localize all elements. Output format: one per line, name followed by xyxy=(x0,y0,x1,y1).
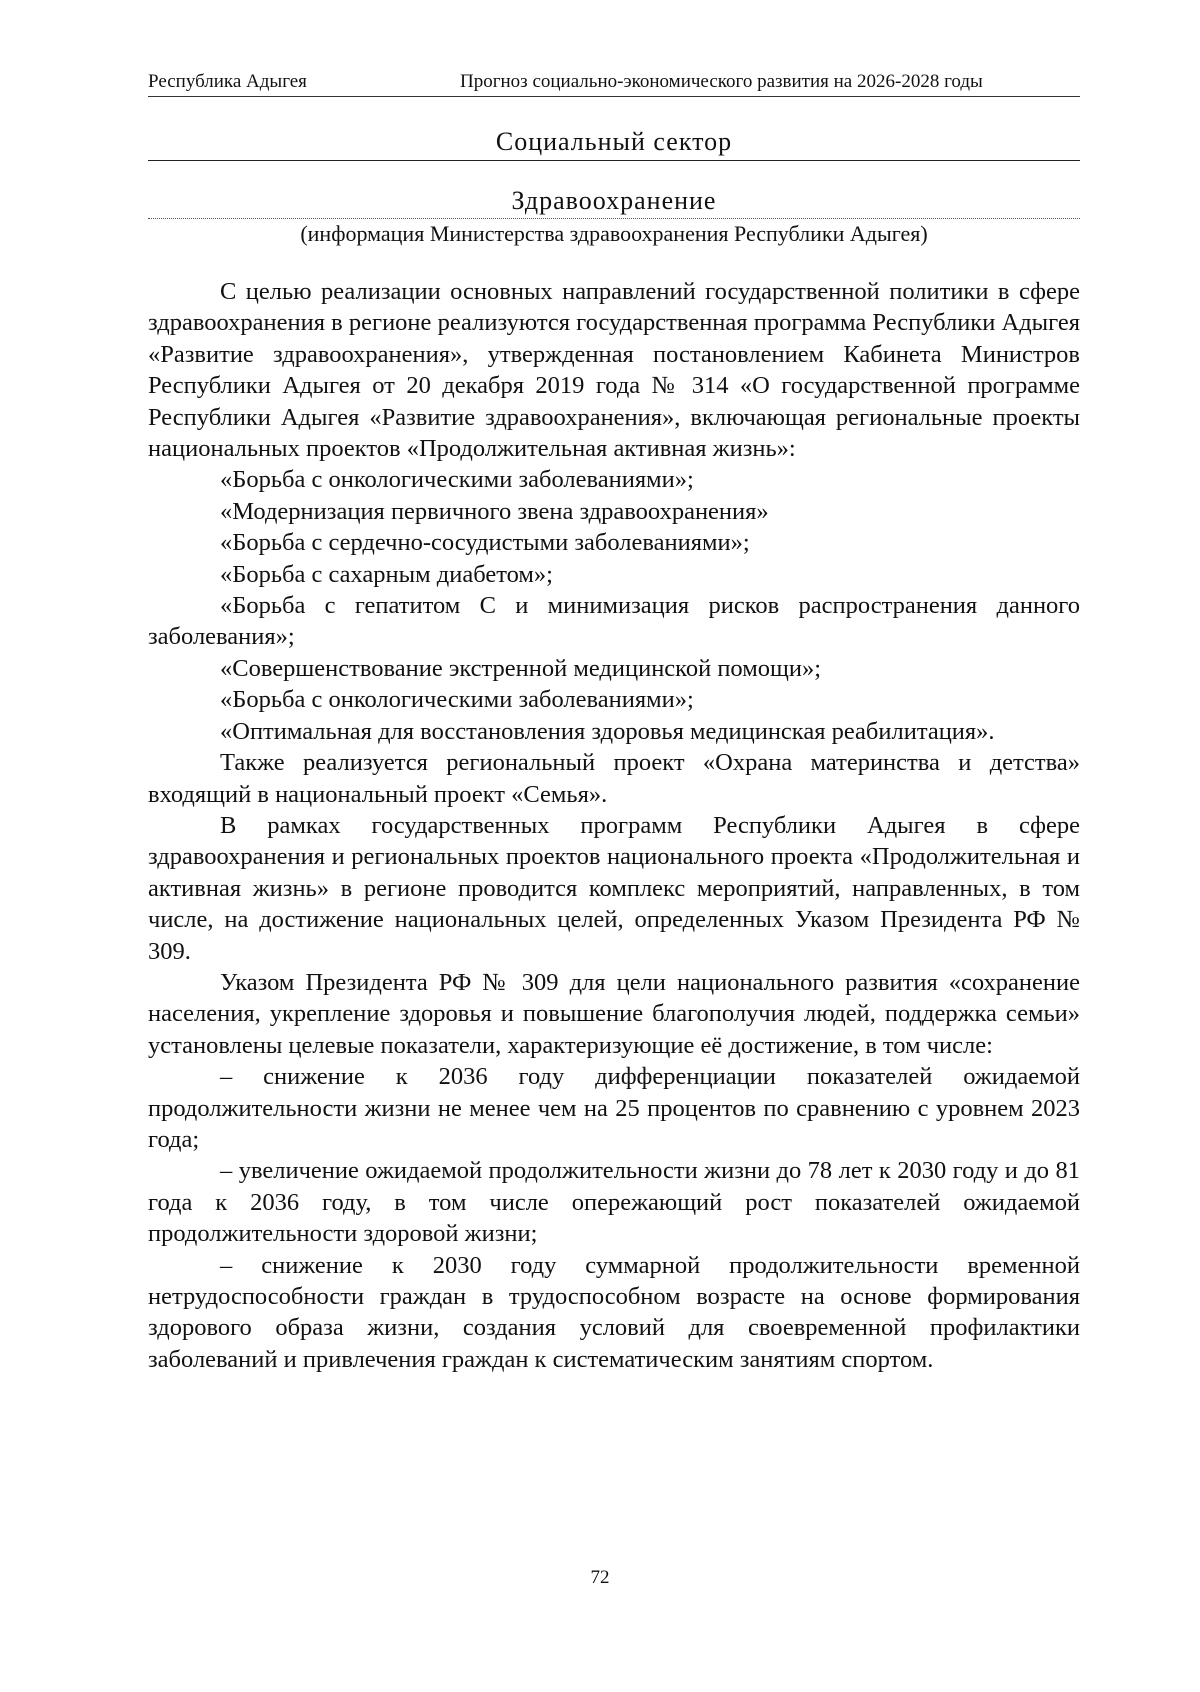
project-list-item: «Борьба с онкологическими заболеваниями»; xyxy=(220,686,694,714)
target-indicator-item: – увеличение ожидаемой продолжительности жизни до 78 лет к 2030 году и до 81 года к 2036 году, в том числе опережающий рост показателей ожидаемой продолжительности здоровой жизни; xyxy=(148,1157,1080,1248)
running-header xyxy=(148,70,1080,97)
subsection-source-note: (информация Министерства здравоохранения Республики Адыгея) xyxy=(300,221,928,246)
paragraph: С целью реализации основных направлений государственной политики в сфере здравоохранения в регионе реализуются государственная программа Республики Адыгея «Развитие здравоохранения», утвержденная постановлением Кабинета Министров Республики Адыгея от 20 декабря 2019 года № 314 «О государственной программе Республики Адыгея «Развитие здравоохранения», включающая региональные проекты национальных проектов «Продолжительная активная жизнь»: xyxy=(148,278,1080,463)
paragraph: Также реализуется региональный проект «Охрана материнства и детства» входящий в национальный проект «Семья». xyxy=(148,749,1080,808)
project-list-item: «Борьба с сахарным диабетом»; xyxy=(220,560,553,588)
header-region: Республика Адыгея xyxy=(148,71,307,92)
project-list-item: «Борьба с онкологическими заболеваниями»; xyxy=(220,466,694,494)
project-list-item: «Оптимальная для восстановления здоровья медицинская реабилитация». xyxy=(220,717,995,745)
header-document-title: Прогноз социально-экономического развития на 2026-2028 годы xyxy=(460,71,983,92)
subsection-title: Здравоохранение xyxy=(148,186,1080,219)
page-number: 72 xyxy=(590,1567,610,1588)
body-text xyxy=(148,276,1080,1375)
paragraph: Указом Президента РФ № 309 для цели национального развития «сохранение населения, укрепление здоровья и повышение благополучия людей, поддержка семьи» установлены целевые показатели, характеризующие её достижение, в том числе: xyxy=(148,968,1080,1059)
project-list-item: «Борьба с гепатитом С и минимизация рисков распространения данного заболевания»; xyxy=(148,592,1080,651)
project-list-item: «Борьба с сердечно-сосудистыми заболеваниями»; xyxy=(220,529,750,557)
target-indicator-item: – снижение к 2036 году дифференциации показателей ожидаемой продолжительности жизни не менее чем на 25 процентов по сравнению с уровнем 2023 года; xyxy=(148,1063,1080,1153)
paragraph: В рамках государственных программ Республики Адыгея в сфере здравоохранения и региональных проектов национального проекта «Продолжительная и активная жизнь» в регионе проводится комплекс мероприятий, направленных, в том числе, на достижение национальных целей, определенных Указом Президента РФ № 309. xyxy=(148,811,1080,965)
project-list-item: «Совершенствование экстренной медицинской помощи»; xyxy=(220,654,822,682)
section-title: Социальный сектор xyxy=(148,126,1080,161)
target-indicator-item: – снижение к 2030 году суммарной продолжительности временной нетрудоспособности граждан в трудоспособном возрасте на основе формирования здорового образа жизни, создания условий для своевременной профилактики заболеваний и привлечения граждан к систематическим занятиям спортом. xyxy=(148,1251,1080,1373)
project-list-item: «Модернизация первичного звена здравоохранения» xyxy=(220,497,769,525)
